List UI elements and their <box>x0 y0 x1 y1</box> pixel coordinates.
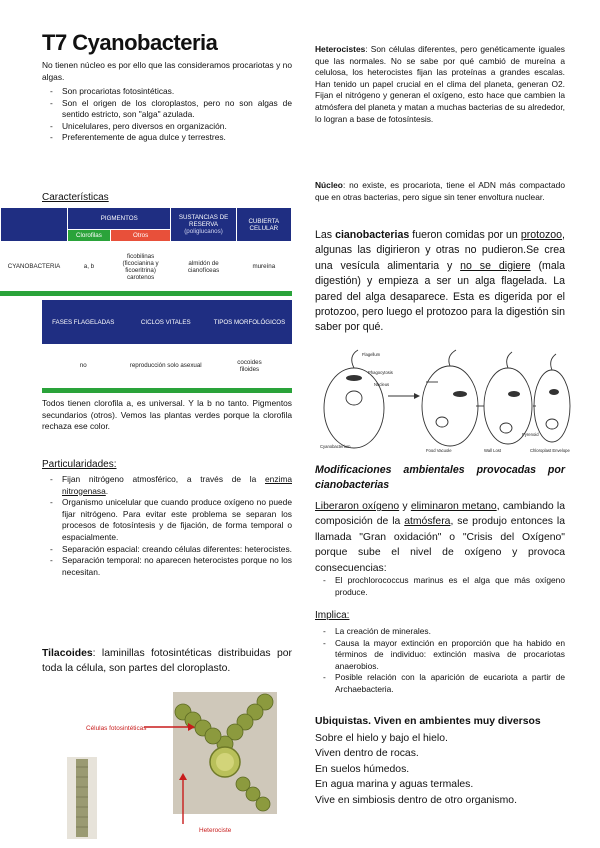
label-heterociste: Heterociste <box>199 827 232 834</box>
implica-heading: Implica: <box>315 610 350 621</box>
endosymbiosis-diagram <box>318 348 572 454</box>
header-fases: FASES FLAGELADAS <box>52 318 115 326</box>
nucleo-text: Núcleo: no existe, es procariota, tiene el ADN más compactado que en otras bacterias, pero sigue sin tener envoltura nuclear. <box>315 180 565 202</box>
cycles-table <box>42 300 292 393</box>
implica-list <box>315 626 565 696</box>
list-item: - Separación espacial: creando células diferentes: heterocistes. <box>42 544 292 556</box>
label-celulas-fotosinteticas: Células fotosintéticas <box>86 725 147 732</box>
list-item: Viven dentro de rocas. <box>315 748 419 760</box>
list-item: En agua marina y aguas termales. <box>315 779 474 791</box>
header-cubierta: CUBIERTA CELULAR <box>236 208 291 242</box>
tilacoides-text: Tilacoides: laminillas fotosintéticas distribuidas por toda la célula, son partes del cloroplasto. <box>42 648 292 675</box>
list-item: - Organismo unicelular que cuando produce oxígeno no puede fijar nitrógeno. Para evitar este problema se separan los procesos de fotosíntesis y de fijación, de forma temporal o espacialmente. <box>42 497 292 543</box>
sub-clorofilas: Clorofilas <box>68 230 111 242</box>
modificaciones-list <box>315 575 565 598</box>
list-item: - Fijan nitrógeno atmosférico, a través de la enzima nitrogenasa. <box>42 474 292 497</box>
caracteristicas-heading: Características <box>42 192 109 203</box>
modificaciones-paragraph: Liberaron oxígeno y eliminaron metano, cambiando la composición de la atmósfera, se produjo entonces la llamada "Gran oxidación" o "Crisis del Oxígeno" porque sube el nivel de oxígeno y provoca consecuencias: <box>315 501 565 574</box>
list-item: - Son procariotas fotosintéticas. <box>42 86 292 98</box>
intro-text: No tienen núcleo es por ello que las consideramos procariotas y no algas. <box>42 60 292 82</box>
sketch-label: Nucleus <box>374 382 390 387</box>
photo-arrows <box>140 720 200 840</box>
list-item: Vive en simbiosis dentro de otro organismo. <box>315 794 517 806</box>
list-item: En suelos húmedos. <box>315 763 410 775</box>
cell-otros: ficobilinas (ficocianina y ficoeritrina) carotenos <box>110 242 171 294</box>
list-item: - Unicelulares, pero diversos en organización. <box>42 121 292 133</box>
particularidades-heading: Particularidades: <box>42 459 117 470</box>
sketch-label: Food Vacuole <box>426 448 452 453</box>
after-tables-text: Todos tienen clorofila a, es universal. Y la b no tanto. Pigmentos secundarios (otros). Vemos las plantas verdes porque la clorofila rechaza ese color. <box>42 398 292 432</box>
row-label: CYANOBACTERIA <box>1 242 68 294</box>
sketch-label: Cyanobacterium <box>320 444 351 449</box>
list-item: - Causa la mayor extinción en proporción que ha habido en términos de individuo: extinción masiva de procariotas anaerobios. <box>315 638 565 673</box>
cell-ciclos: reproducción solo asexual <box>125 344 208 390</box>
cianobacterias-paragraph: Las cianobacterias fueron comidas por un protozoo, algunas las digirieron y otras no pudieron.Se crea una vesícula alimentaria y no se digiere (mala digestión) y empieza a ser un alga flagelada. La pared del alga desaparece. Esta es digerida por el protozoo, pero luego el protozoo para la digestión sin saber por qué. <box>315 229 565 334</box>
sketch-label: Wall Lost <box>484 448 502 453</box>
sketch-label: Pyrenoid <box>522 432 539 437</box>
list-item: - La creación de minerales. <box>315 626 565 638</box>
ubiquistas-heading: Ubiquistas. Viven en ambientes muy diversos <box>315 716 541 727</box>
sketch-label: Chloroplast Envelope <box>530 448 570 453</box>
header-tipos: TIPOS MORFOLÓGICOS <box>213 318 286 326</box>
list-item: - Son el origen de los cloroplastos, pero no son algas de sentido estricto, son "alga" azulada. <box>42 98 292 121</box>
cell-fases: no <box>42 344 125 390</box>
heterocistes-text: Heterocistes: Son células diferentes, pero genéticamente iguales que las normales. No se sabe por qué cambió de mureína a celulosa, los heterocistes fijan las proteínas a grandes escalas. Han tenido un papel crucial en el clima del planeta, generan O2. Fijan el nitrógeno y generan el oxígeno, esto hace que cambien la atmósfera del planeta y matan a muchas bacterias de su alrededor, lo logran a base de fotosíntesis. <box>315 44 565 124</box>
sub-otros: Otros <box>110 230 171 242</box>
cell-clorofilas: a, b <box>68 242 111 294</box>
header-ciclos: CICLOS VITALES <box>140 318 191 326</box>
list-item: Sobre el hielo y bajo el hielo. <box>315 733 448 744</box>
ubiquistas-lines <box>315 731 565 808</box>
list-item: - El prochlorococcus marinus es el alga que más oxígeno produce. <box>315 575 565 598</box>
cell-cubierta: mureína <box>236 242 291 294</box>
page-title: T7 Cyanobacteria <box>42 30 218 55</box>
modificaciones-heading: Modificaciones ambientales provocadas por cianobacterias <box>315 464 565 491</box>
cell-tipos: cocoides filoides <box>207 344 292 390</box>
sketch-label: Flagellum <box>362 352 381 357</box>
filament-photo-small <box>67 757 97 839</box>
list-item: - Separación temporal: no aparecen heterocistes porque no los necesitan. <box>42 555 292 578</box>
header-pigmentos: PIGMENTOS <box>68 208 171 230</box>
intro-list <box>42 86 292 144</box>
particularidades-list <box>42 474 292 578</box>
sketch-label: Phagocytosis <box>368 370 393 375</box>
header-reserva: SUSTANCIAS DE RESERVA (poliglucanos) <box>171 208 236 242</box>
pigments-table <box>0 207 292 296</box>
cell-reserva: almidón de cianofíceas <box>171 242 236 294</box>
list-item: - Posible relación con la aparición de eucariota a partir de Archaebacteria. <box>315 672 565 695</box>
list-item: - Preferentemente de agua dulce y terrestres. <box>42 132 292 144</box>
